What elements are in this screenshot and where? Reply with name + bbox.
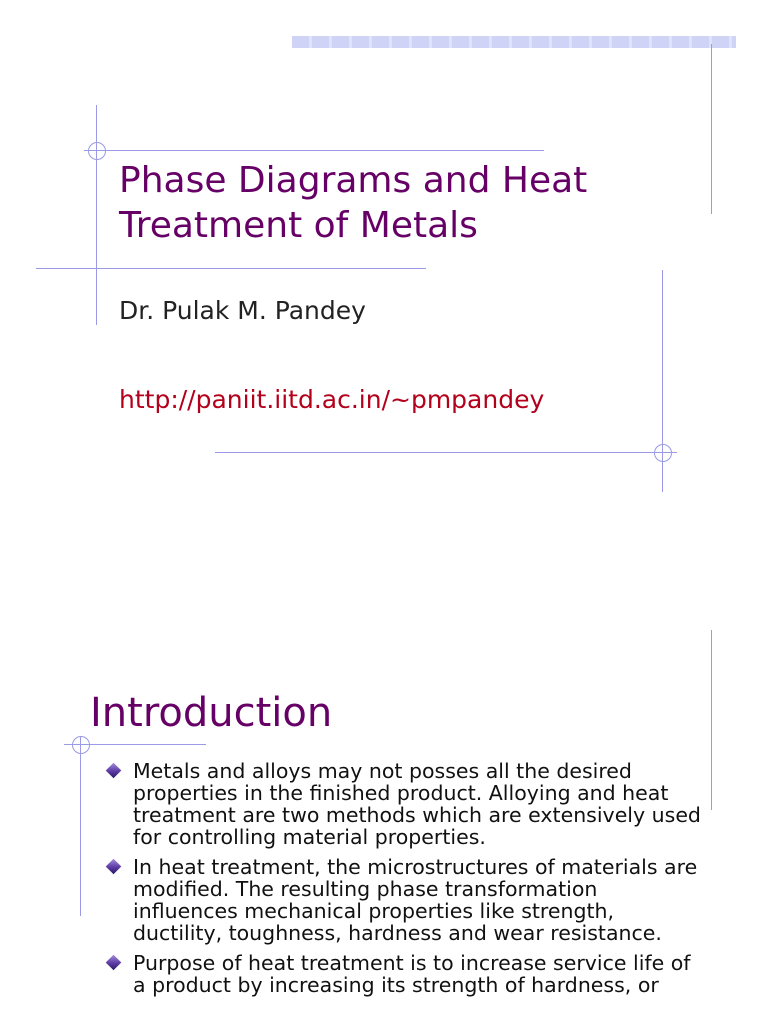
section-title: Introduction <box>90 690 333 736</box>
diamond-bullet-icon <box>106 859 122 875</box>
decor-line <box>215 452 677 453</box>
list-item <box>104 952 704 996</box>
diamond-bullet-icon <box>106 955 122 971</box>
diamond-bullet-icon <box>106 763 122 779</box>
bullet-text: In heat treatment, the microstructures of materials are modified. The resulting phase transformation influences mechanical properties like strength, ductility, toughness, hardness and wear resistance. <box>133 855 698 945</box>
decor-line <box>711 44 712 214</box>
header-dashed-bar <box>292 36 736 48</box>
decor-line <box>36 268 426 269</box>
introduction-slide <box>0 610 768 1024</box>
decor-line <box>711 630 712 810</box>
bullet-list <box>104 760 704 1004</box>
author-name: Dr. Pulak M. Pandey <box>119 296 366 325</box>
decor-circle <box>654 444 672 462</box>
list-item <box>104 856 704 944</box>
slide-title: Phase Diagrams and Heat Treatment of Metals <box>119 160 588 246</box>
decor-circle <box>72 736 90 754</box>
list-item <box>104 760 704 848</box>
bullet-text: Purpose of heat treatment is to increase service life of a product by increasing its strength of hardness, or <box>133 951 691 997</box>
decor-line <box>80 736 81 916</box>
author-url-link[interactable]: http://paniit.iitd.ac.in/~pmpandey <box>119 385 545 414</box>
decor-line <box>84 150 544 151</box>
decor-line <box>96 105 97 325</box>
decor-circle <box>88 142 106 160</box>
bullet-text: Metals and alloys may not posses all the desired properties in the finished product. Alloying and heat treatment are two methods which are extensively used for controlling material properties. <box>133 759 701 849</box>
